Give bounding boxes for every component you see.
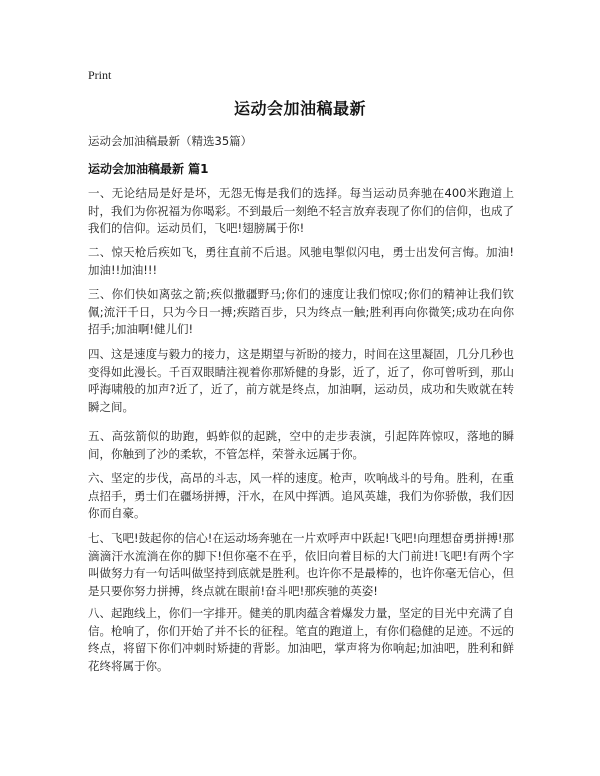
paragraph-2: 二、惊天枪后疾如飞，勇往直前不后退。风驰电掣似闪电，勇士出发何言悔。加油!加油!!加油!!! xyxy=(88,245,514,277)
paragraph-5: 五、高弦箭似的助跑，蚂蚱似的起跳，空中的走步表演，引起阵阵惊叹，落地的瞬间，你触到了沙的柔软，不管怎样，荣誉永远属于你。 xyxy=(88,429,514,461)
paragraph-4: 四、这是速度与毅力的接力，这是期望与祈盼的接力，时间在这里凝固，几分几秒也变得如此漫长。千百双眼睛注视着你那矫健的身影，近了，近了，你可曾听到，那山呼海啸般的加声?近了，近了，前方就是终点，加油啊，运动员，成功和失败就在转瞬之间。 xyxy=(88,347,514,414)
print-label: Print xyxy=(88,68,112,82)
document-title: 运动会加油稿最新 xyxy=(233,99,366,118)
section-heading: 运动会加油稿最新 篇1 xyxy=(88,162,209,176)
document-subtitle: 运动会加油稿最新（精选35篇） xyxy=(88,134,253,148)
paragraph-6: 六、坚定的步伐，高昂的斗志，风一样的速度。枪声，吹响战斗的号角。胜利，在重点招手，勇士们在疆场拼搏，汗水，在风中挥洒。追风英雄，我们为你骄傲，我们因你而自豪。 xyxy=(88,471,514,520)
paragraph-3: 三、你们快如离弦之箭;疾似撒疆野马;你们的速度让我们惊叹;你们的精神让我们钦佩;流汗千日，只为今日一搏;疾踏百步，只为终点一触;胜利再向你微笑;成功在向你招手;加油啊!健儿们! xyxy=(88,287,514,336)
paragraph-8: 八、起跑线上，你们一字排开。健美的肌肉蕴含着爆发力量，坚定的目光中充满了自信。枪响了，你们开始了并不长的征程。笔直的跑道上，有你们稳健的足迹。不远的终点，将留下你们冲刺时矫捷的背影。加油吧，掌声将为你响起;加油吧，胜利和鲜花终将属于你。 xyxy=(88,606,514,673)
paragraph-1: 一、无论结局是好是坏，无怨无悔是我们的选择。每当运动员奔驰在400米跑道上时，我们为你祝福为你喝彩。不到最后一刻绝不轻言放弃表现了你们的信仰，也成了我们的信仰。运动员们，飞吧!翅膀属于你! xyxy=(88,186,514,235)
paragraph-7: 七、飞吧!鼓起你的信心!在运动场奔驰在一片欢呼声中跃起!飞吧!向理想奋勇拼搏!那滴滴汗水流淌在你的脚下!但你毫不在乎，依旧向着目标的大门前进!飞吧!有两个字叫做努力有一句话叫做坚持到底就是胜利。也许你不是最棒的，也许你毫无信心，但是只要你努力拼搏，终点就在眼前!奋斗吧!那疾驰的英姿! xyxy=(88,531,514,598)
